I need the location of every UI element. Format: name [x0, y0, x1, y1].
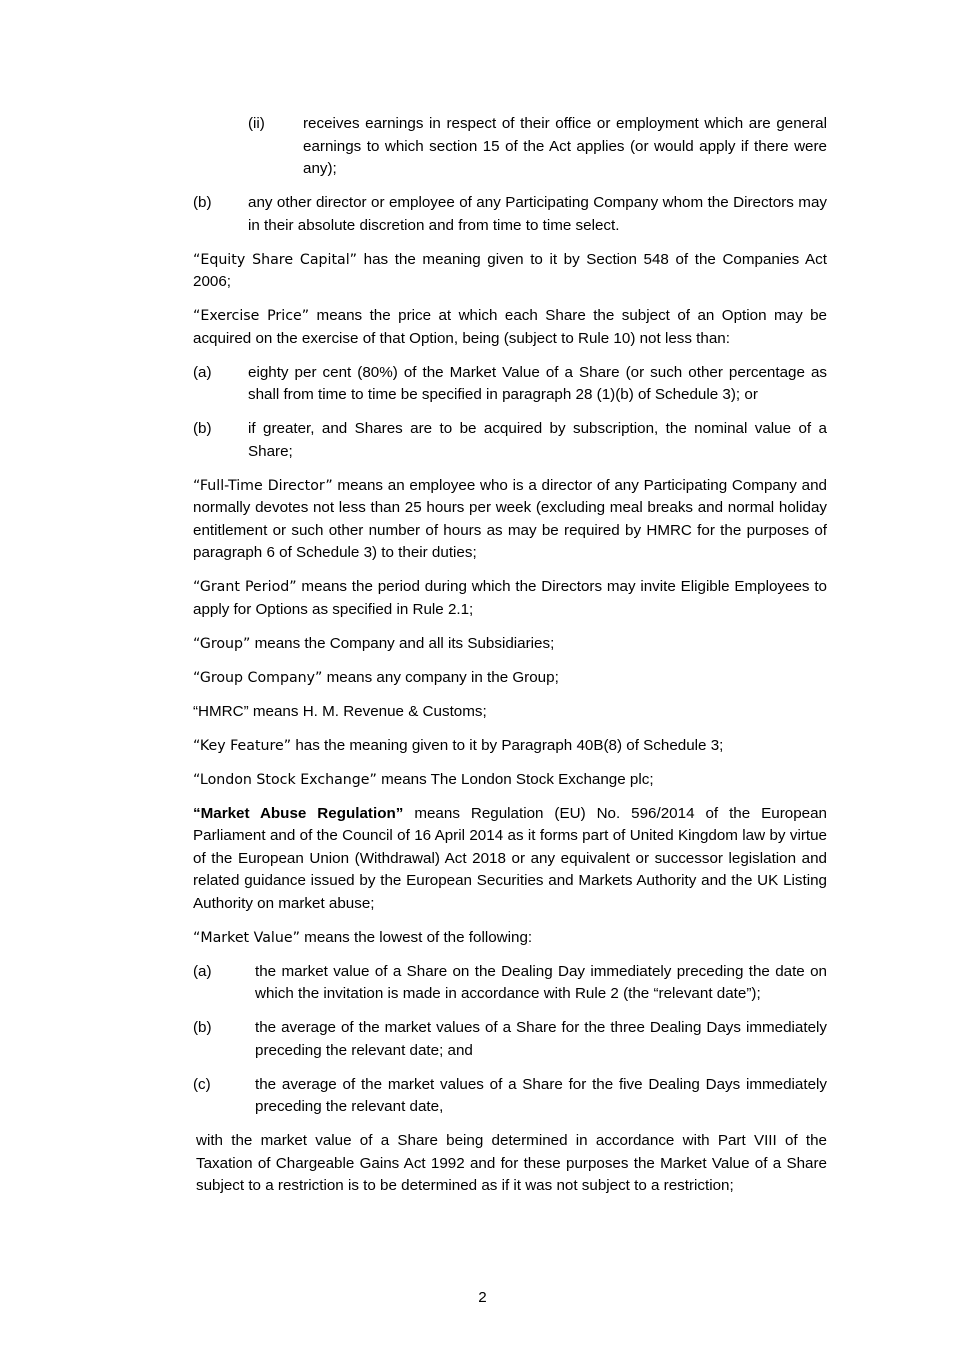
definition-market-value — [193, 927, 827, 950]
definition-exercise-price — [193, 305, 827, 350]
sub-item-ii — [248, 113, 827, 181]
definition-text: means the period during which the Directors may invite Eligible Employees to apply for Options as specified in Rule 2.1; — [193, 578, 827, 618]
definition-full-time-director — [193, 475, 827, 565]
item-label: (c) — [193, 1075, 211, 1093]
item-text: if greater, and Shares are to be acquired by subscription, the nominal value of a Share; — [248, 420, 827, 460]
definition-key-feature — [193, 735, 827, 758]
defined-term: “London Stock Exchange” — [193, 771, 377, 788]
definition-equity-share-capital — [193, 249, 827, 294]
item-b-eligible — [193, 192, 827, 237]
definition-text: has the meaning given to it by Section 548 of the Companies Act 2006; — [193, 250, 827, 290]
definition-text: means H. M. Revenue & Customs; — [248, 702, 487, 720]
item-label: (a) — [193, 363, 212, 381]
definition-text: means an employee who is a director of any Participating Company and normally devotes not less than 25 hours per week (excluding meal breaks and normal holiday entitlement or such other number of hours as may be required by HMRC for the purposes of paragraph 6 of Schedule 3) to their duties; — [193, 476, 827, 561]
defined-term: “Grant Period” — [193, 579, 297, 595]
item-label: (b) — [193, 420, 212, 437]
item-label: (b) — [193, 194, 212, 211]
item-text: the average of the market values of a Share for the five Dealing Days immediately preceding the relevant date, — [255, 1075, 827, 1115]
item-label: (a) — [193, 962, 212, 980]
defined-term: “Market Abuse Regulation” — [193, 804, 404, 822]
item-text: eighty per cent (80%) of the Market Value of a Share (or such other percentage as shall from time to time be specified in paragraph 28 (1)(b) of Schedule 3); or — [248, 363, 827, 403]
definition-text: means any company in the Group; — [322, 668, 559, 686]
definition-hmrc — [193, 701, 827, 724]
item-text: any other director or employee of any Participating Company whom the Directors may in their absolute discretion and from time to time select. — [248, 194, 827, 234]
defined-term: “HMRC” — [193, 702, 249, 720]
definition-grant-period — [193, 576, 827, 621]
market-value-item-a — [193, 961, 827, 1006]
defined-term: “Market Value” — [193, 929, 300, 946]
document-body — [193, 113, 827, 1209]
defined-term: “Exercise Price” — [193, 308, 310, 324]
item-label: (ii) — [248, 115, 265, 132]
definition-text: has the meaning given to it by Paragraph 40B(8) of Schedule 3; — [291, 736, 724, 754]
market-value-item-b — [193, 1017, 827, 1062]
item-label: (b) — [193, 1019, 212, 1036]
defined-term: “Group Company” — [193, 669, 323, 686]
exercise-price-item-b — [193, 418, 827, 463]
definition-group-company — [193, 667, 827, 690]
definition-london-stock-exchange — [193, 769, 827, 792]
defined-term: “Equity Share Capital” — [193, 251, 358, 268]
defined-term: “Full-Time Director” — [193, 477, 333, 494]
definition-text: means the lowest of the following: — [299, 928, 533, 946]
definition-text: means the Company and all its Subsidiaries; — [250, 634, 555, 652]
item-text: the average of the market values of a Share for the three Dealing Days immediately preceding the relevant date; and — [255, 1019, 827, 1059]
exercise-price-item-a — [193, 362, 827, 407]
definition-market-abuse-regulation — [193, 803, 827, 916]
item-text: the market value of a Share on the Dealing Day immediately preceding the date on which the invitation is made in accordance with Rule 2 (the “relevant date”); — [255, 962, 827, 1002]
definition-text: means Regulation (EU) No. 596/2014 of the European Parliament and of the Council of 16 April 2014 as it forms part of United Kingdom law by virtue of the European Union (Withdrawal) Act 2018 or any equivalent or successor legislation and related guidance issued by the European Securities and Markets Authority and the UK Listing Authority on market abuse; — [193, 804, 828, 912]
definition-text: means The London Stock Exchange plc; — [376, 770, 654, 788]
item-text: receives earnings in respect of their office or employment which are general earnings to which section 15 of the Act applies (or would apply if there were any); — [303, 115, 827, 177]
definition-text: means the price at which each Share the subject of an Option may be acquired on the exercise of that Option, being (subject to Rule 10) not less than: — [193, 307, 827, 347]
definition-group — [193, 633, 827, 656]
defined-term: “Group” — [193, 635, 251, 652]
page-number: 2 — [478, 1289, 487, 1306]
market-value-closing-text: with the market value of a Share being determined in accordance with Part VIII of the Taxation of Chargeable Gains Act 1992 and for these purposes the Market Value of a Share subject to a restriction is to be determined as if it was not subject to a restriction; — [196, 1132, 827, 1194]
defined-term: “Key Feature” — [193, 737, 292, 754]
market-value-item-c — [193, 1074, 827, 1119]
